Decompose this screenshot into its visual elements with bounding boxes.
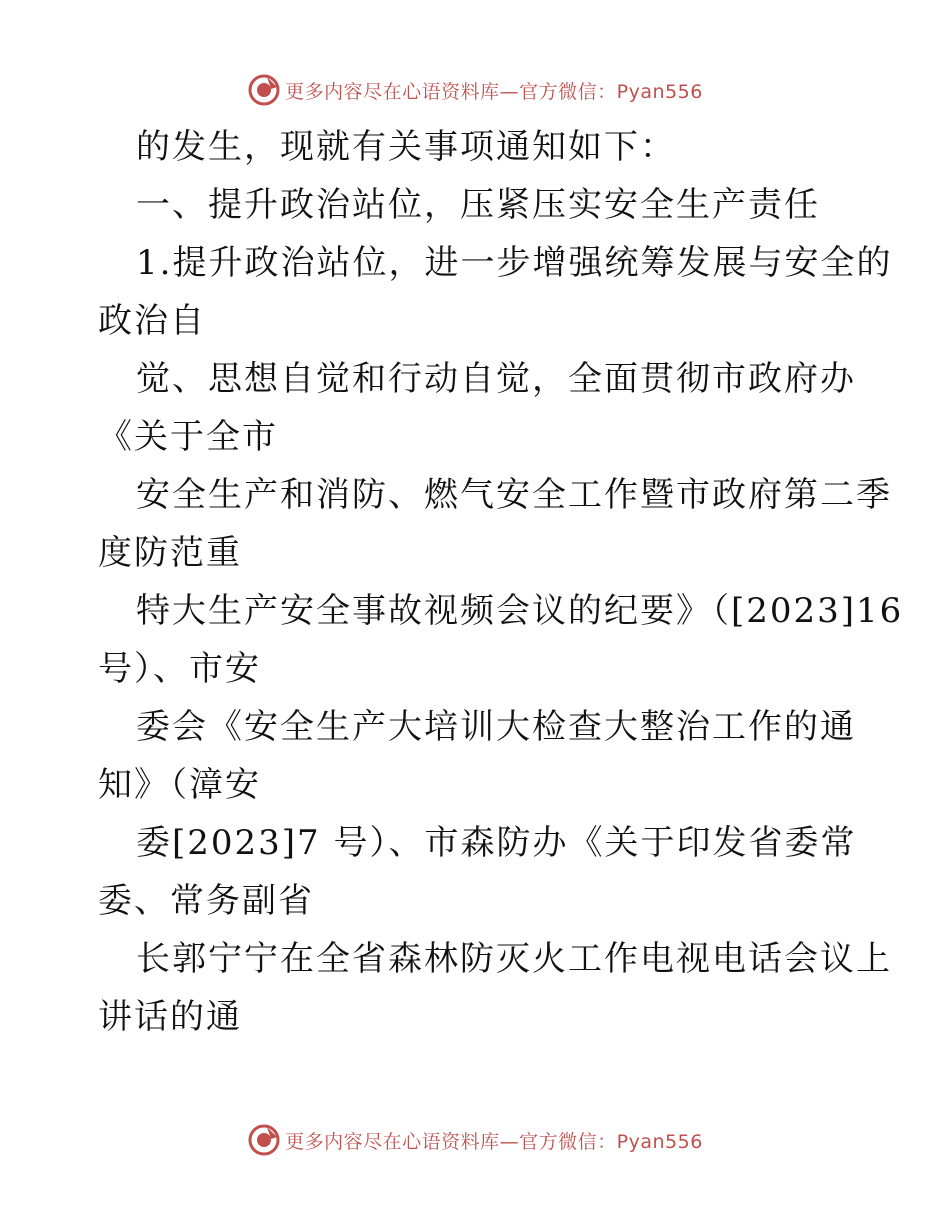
text-line: 委[2023]7 号）、市森防办《关于印发省委常 — [136, 823, 857, 863]
text-line: 知》（漳安 — [98, 765, 261, 805]
watermark-logo-icon — [247, 73, 281, 107]
text-line: 觉、思想自觉和行动自觉，全面贯彻市政府办 — [136, 359, 856, 399]
text-line: 的发生，现就有关事项通知如下： — [136, 127, 676, 167]
footer-watermark — [0, 1120, 950, 1160]
text-line: 委会《安全生产大培训大检查大整治工作的通 — [136, 707, 856, 747]
watermark-text: 更多内容尽在心语资料库—官方微信：Pyan556 — [285, 1130, 703, 1153]
text-line: 安全生产和消防、燃气安全工作暨市政府第二季 — [136, 475, 892, 515]
text-line: 长郭宁宁在全省森林防灭火工作电视电话会议上 — [136, 939, 892, 979]
header-watermark — [0, 70, 950, 110]
watermark-logo-icon — [247, 1123, 281, 1157]
watermark-text: 更多内容尽在心语资料库—官方微信：Pyan556 — [285, 80, 703, 103]
text-line: 《关于全市 — [98, 417, 278, 457]
text-line: 委、常务副省 — [98, 881, 314, 921]
text-line: 号）、市安 — [98, 649, 261, 689]
document-body — [98, 118, 904, 1046]
text-line: 政治自 — [98, 301, 206, 341]
text-line: 讲话的通 — [98, 997, 242, 1037]
text-line: 一、提升政治站位，压紧压实安全生产责任 — [136, 185, 820, 225]
text-line: 1.提升政治站位，进一步增强统筹发展与安全的 — [136, 243, 893, 283]
text-line: 度防范重 — [98, 533, 242, 573]
text-line: 特大生产安全事故视频会议的纪要》（[2023]16 — [136, 591, 904, 631]
